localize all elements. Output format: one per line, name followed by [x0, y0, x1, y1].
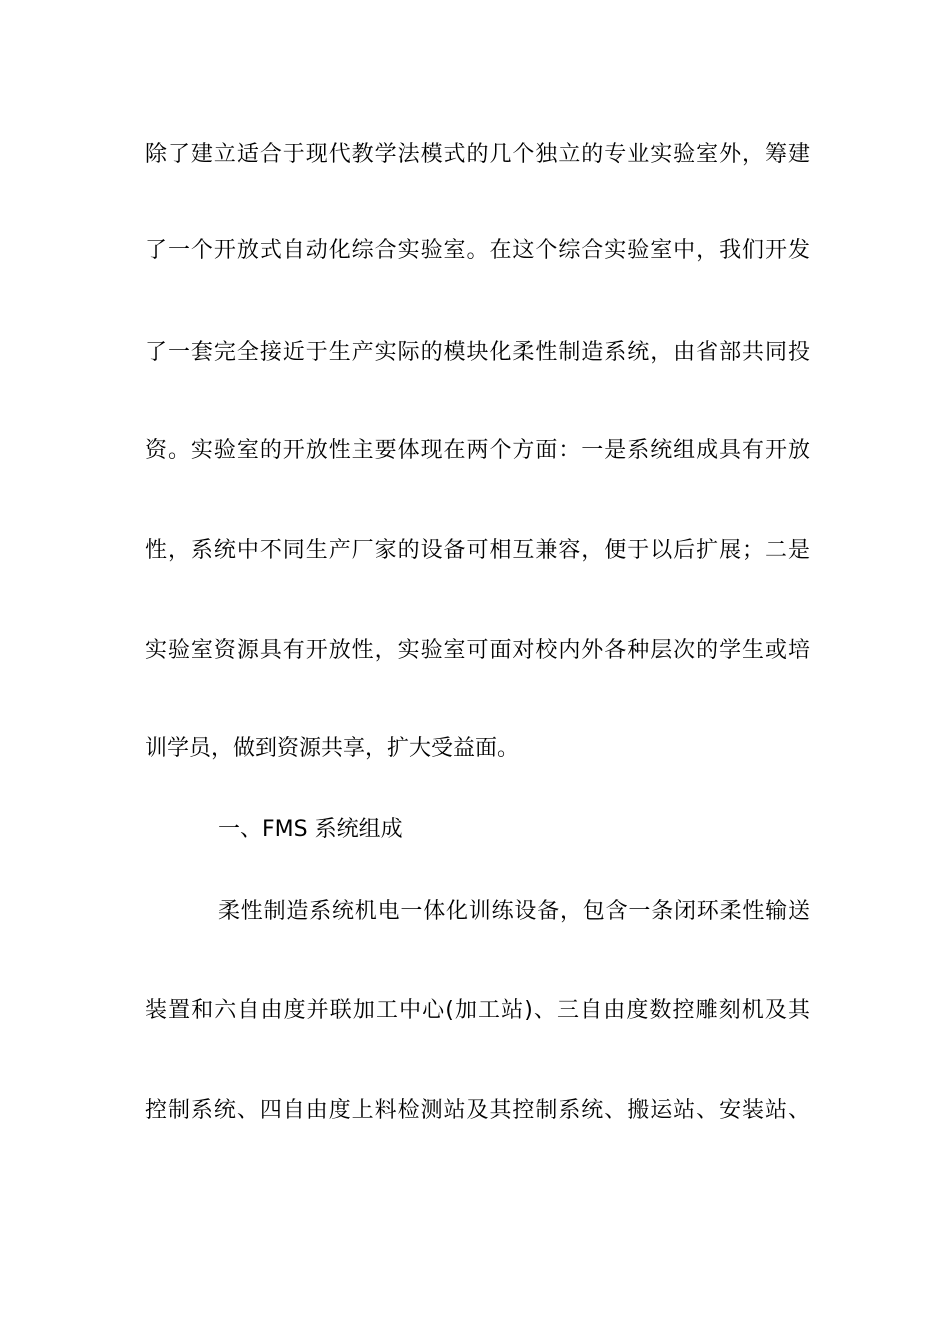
paragraph-1-line-1: 除了建立适合于现代教学法模式的几个独立的专业实验室外，筹建 — [145, 142, 810, 167]
paragraph-2-line-1: 柔性制造系统机电一体化训练设备，包含一条闭环柔性输送 — [218, 899, 810, 924]
section-heading: 一、FMS 系统组成 — [218, 817, 403, 842]
paragraph-2-line-3: 控制系统、四自由度上料检测站及其控制系统、搬运站、安装站、 — [145, 1098, 810, 1123]
paragraph-1-line-3: 了一套完全接近于生产实际的模块化柔性制造系统，由省部共同投 — [145, 340, 810, 365]
paragraph-1-line-2: 了一个开放式自动化综合实验室。在这个综合实验室中，我们开发 — [145, 238, 810, 263]
paragraph-1-line-7: 训学员，做到资源共享，扩大受益面。 — [145, 736, 520, 761]
paragraph-1-line-6: 实验室资源具有开放性，实验室可面对校内外各种层次的学生或培 — [145, 638, 810, 663]
paragraph-1-line-5: 性，系统中不同生产厂家的设备可相互兼容，便于以后扩展；二是 — [145, 538, 810, 563]
paragraph-1-line-4: 资。实验室的开放性主要体现在两个方面：一是系统组成具有开放 — [145, 438, 810, 463]
paragraph-2-line-2: 装置和六自由度并联加工中心(加工站)、三自由度数控雕刻机及其 — [145, 998, 810, 1023]
